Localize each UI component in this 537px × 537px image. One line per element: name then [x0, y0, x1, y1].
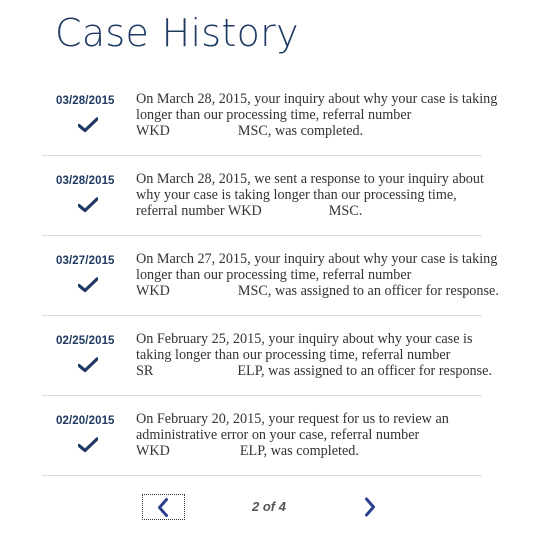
entry-line: On February 25, 2015, your inquiry about why your case is: [136, 331, 473, 347]
next-page-button[interactable]: [357, 494, 383, 520]
entry-line: [136, 283, 499, 299]
referral-prefix: SR: [136, 363, 154, 379]
history-entry: [42, 316, 493, 396]
referral-prefix: WKD: [136, 283, 170, 299]
checkmark-icon: [78, 277, 98, 293]
entry-line: [136, 203, 488, 219]
entry-date: 02/20/2015: [56, 415, 115, 427]
referral-suffix: MSC, was assigned to an officer for response.: [237, 283, 499, 299]
entry-description: [136, 251, 499, 299]
referral-suffix: ELP, was completed.: [239, 443, 359, 459]
entry-line: [136, 123, 488, 139]
entry-line: On March 27, 2015, your inquiry about why your case is taking: [136, 251, 498, 267]
referral-prefix: referral number WKD: [136, 203, 262, 219]
entry-date: 03/27/2015: [56, 255, 115, 267]
history-entry: [42, 76, 498, 156]
referral-suffix: MSC.: [328, 203, 363, 219]
entry-description: [136, 91, 498, 139]
entry-date: 02/25/2015: [56, 335, 115, 347]
pagination: [0, 494, 537, 522]
case-history-list: [42, 76, 499, 476]
checkmark-icon: [78, 437, 98, 453]
entry-line: [136, 443, 488, 459]
page-title: Case History: [55, 11, 299, 55]
chevron-left-icon: [143, 495, 184, 519]
entry-line: administrative error on your case, referral number: [136, 427, 420, 443]
entry-line: On March 28, 2015, your inquiry about why your case is taking: [136, 91, 498, 107]
history-entry: [42, 396, 482, 476]
history-entry: [42, 156, 482, 236]
history-entry: [42, 236, 499, 316]
referral-suffix: MSC, was completed.: [237, 123, 364, 139]
previous-page-button[interactable]: [142, 494, 185, 520]
chevron-right-icon: [357, 494, 383, 520]
page-indicator: 2 of 4: [252, 499, 286, 514]
entry-description: [136, 331, 493, 379]
entry-line: [136, 363, 493, 379]
entry-date: 03/28/2015: [56, 175, 115, 187]
entry-date: 03/28/2015: [56, 95, 115, 107]
checkmark-icon: [78, 117, 98, 133]
entry-line: On March 28, 2015, we sent a response to your inquiry about: [136, 171, 484, 187]
referral-prefix: WKD: [136, 123, 170, 139]
referral-prefix: WKD: [136, 443, 170, 459]
checkmark-icon: [78, 357, 98, 373]
entry-description: [136, 171, 488, 219]
entry-line: longer than our processing time, referral number: [136, 107, 412, 123]
entry-line: why your case is taking longer than our processing time,: [136, 187, 457, 203]
referral-suffix: ELP, was assigned to an officer for response.: [237, 363, 493, 379]
checkmark-icon: [78, 197, 98, 213]
entry-line: longer than our processing time, referral number: [136, 267, 412, 283]
entry-line: On February 20, 2015, your request for us to review an: [136, 411, 449, 427]
entry-description: [136, 411, 488, 459]
entry-line: taking longer than our processing time, referral number: [136, 347, 451, 363]
